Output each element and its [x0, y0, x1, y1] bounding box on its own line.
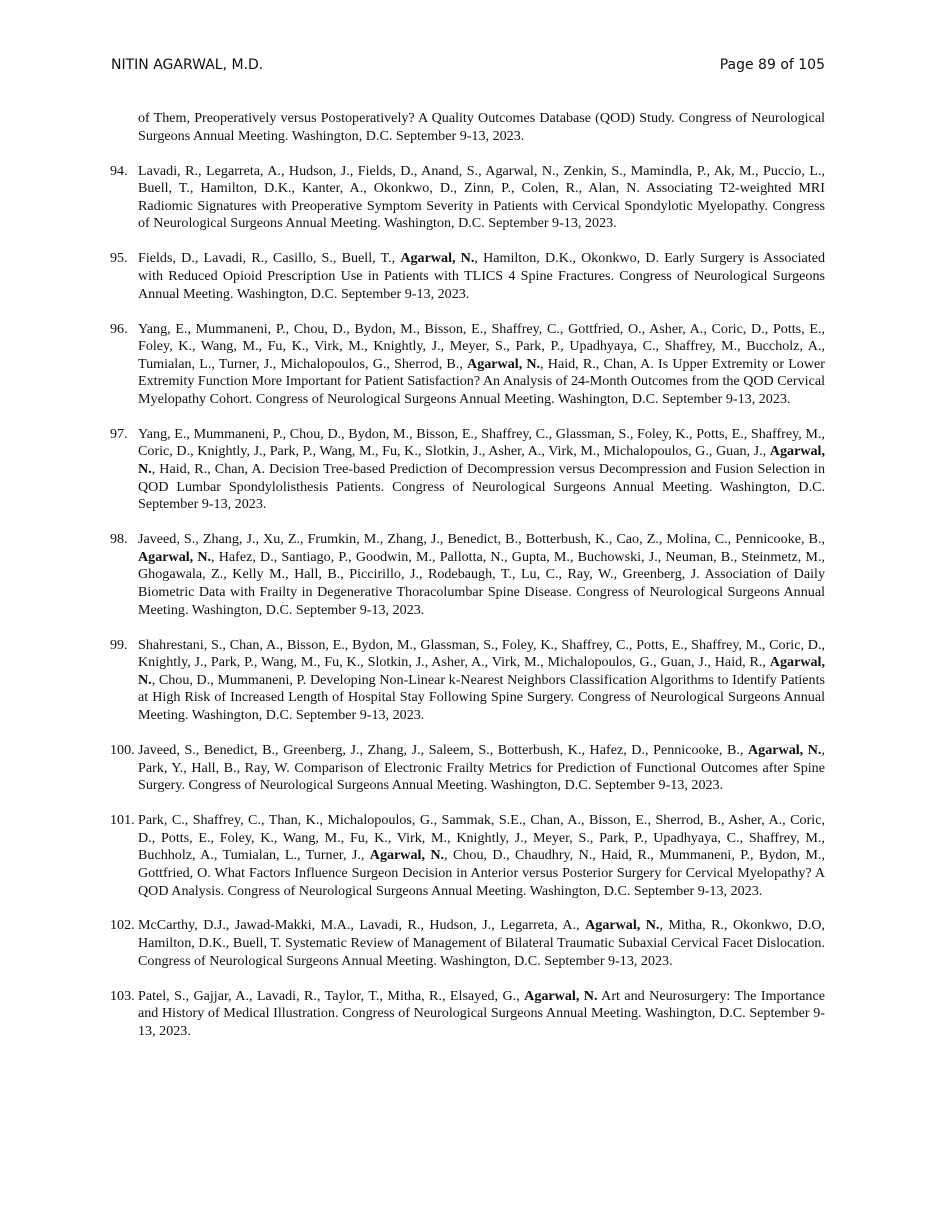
entry-number: 94. [110, 162, 128, 179]
entry-number: 99. [110, 636, 128, 653]
highlighted-author: Agarwal, N. [138, 548, 212, 565]
entry-authors-text: Patel, S., Gajjar, A., Lavadi, R., Taylor, T., Mitha, R., Elsayed, G., [138, 987, 525, 1004]
publication-entry [110, 637, 825, 725]
publication-entry [110, 426, 825, 514]
highlighted-author: Agarwal, N. [747, 741, 822, 758]
entry-authors-text: Yang, E., Mummaneni, P., Chou, D., Bydon, M., Bisson, E., Shaffrey, C., Glassman, S., Foley, K., Potts, E., Shaffrey, M., Coric, D., Knightly, J., Park, P., Wang, M., Fu, K., Slotkin, J., Asher, A., Virk, M., Michalopoulos, G., Guan, J., [138, 425, 825, 460]
highlighted-author: Agarwal, N. [524, 987, 598, 1004]
entry-number: 102. [110, 917, 135, 934]
entry-authors-text: Lavadi, R., Legarreta, A., Hudson, J., Fields, D., Anand, S., Agarwal, N., Zenkin, S., Mamindla, P., Ak, M., Puccio, L., Buell, T., Hamilton, D.K., Kanter, A., Okonkwo, D., Zinn, P., Colen, R., Alan, N. Associating T2-weighted MRI Radiomic Signatures with Preoperative Symptom Severity in Patients with Cervical Spondylotic Myelopathy. Congress of Neurological Surgeons Annual Meeting. Washington, D.C. September 9-13, 2023. [138, 162, 825, 232]
entry-number: 103. [110, 987, 135, 1004]
highlighted-author: Agarwal, N. [369, 847, 445, 864]
page-number: Page 89 of 105 [719, 57, 825, 73]
entry-authors-text: Javeed, S., Zhang, J., Xu, Z., Frumkin, M., Zhang, J., Benedict, B., Botterbush, K., Cao, Z., Molina, C., Pennicooke, B., [138, 531, 825, 548]
entry-title-text: , Mitha, R., Okonkwo, D.O, Hamilton, D.K., Buell, T. Systematic Review of Management of Bilateral Traumatic Subaxial Cervical Facet Dislocation. Congress of Neurological Surgeons Annual Meeting. Washington, D.C. September 9-13, 2023. [138, 917, 825, 969]
entry-authors-text: McCarthy, D.J., Jawad-Makki, M.A., Lavadi, R., Hudson, J., Legarreta, A., [138, 917, 586, 934]
entries-container [110, 163, 825, 1041]
publication-entry [110, 321, 825, 409]
entry-authors-text: Shahrestani, S., Chan, A., Bisson, E., Bydon, M., Glassman, S., Foley, K., Shaffrey, C., Potts, E., Shaffrey, M., Coric, D., Knightly, J., Park, P., Wang, M., Fu, K., Slotkin, J., Asher, A., Virk, M., Michalopoulos, G., Guan, J., Haid, R., [138, 636, 825, 671]
publication-entry [110, 742, 825, 795]
entry-title-text: Art and Neurosurgery: The Importance and History of Medical Illustration. Congress of Neurological Surgeons Annual Meeting. Washington, D.C. September 9-13, 2023. [138, 987, 825, 1039]
entry-number: 98. [110, 531, 128, 548]
entry-number: 95. [110, 250, 128, 267]
publication-entry [110, 250, 825, 303]
entry-number: 97. [110, 425, 128, 442]
entry-number: 101. [110, 812, 135, 829]
continuation-text: of Them, Preoperatively versus Postoperatively? A Quality Outcomes Database (QOD) Study. Congress of Neurological Surgeons Annual Meeting. Washington, D.C. September 9-13, 2023. [138, 110, 825, 144]
publication-entry [110, 988, 825, 1041]
entry-title-text: , Haid, R., Chan, A. Is Upper Extremity or Lower Extremity Function More Important for Patient Satisfaction? An Analysis of 24-Month Outcomes from the QOD Cervical Myelopathy Cohort. Congress of Neurological Surgeons Annual Meeting. Washington, D.C. September 9-13, 2023. [138, 355, 825, 407]
page-header [111, 57, 825, 77]
entry-title-text: , Chou, D., Mummaneni, P. Developing Non-Linear k-Nearest Neighbors Classification Algorithms to Identify Patients at High Risk of Increased Length of Hospital Stay Following Spine Surgery. Congress of Neurological Surgeons Annual Meeting. Washington, D.C. September 9-13, 2023. [138, 671, 825, 723]
publication-entry [110, 917, 825, 970]
publication-entry [110, 812, 825, 900]
entry-authors-text: Fields, D., Lavadi, R., Casillo, S., Buell, T., [138, 250, 401, 267]
entry-authors-text: Yang, E., Mummaneni, P., Chou, D., Bydon, M., Bisson, E., Shaffrey, C., Gottfried, O., Asher, A., Coric, D., Potts, E., Foley, K., Wang, M., Fu, K., Virk, M., Knightly, J., Meyer, S., Park, P., Upadhyaya, C., Shaffrey, M., Buccholz, A., Tumialan, L., Turner, J., Michalopoulos, G., Sherrod, B., [138, 320, 825, 372]
entry-title-text: , Hafez, D., Santiago, P., Goodwin, M., Pallotta, N., Gupta, M., Buchowski, J., Neuman, B., Steinmetz, M., Ghogawala, Z., Kelly M., Hall, B., Piccirillo, J., Rodebaugh, T., Lu, C., Ray, W., Greenberg, J. Association of Daily Biometric Data with Frailty in Degenerative Thoracolumbar Spine Disease. Congress of Neurological Surgeons Annual Meeting. Washington, D.C. September 9-13, 2023. [138, 548, 825, 618]
entry-authors-text: Park, C., Shaffrey, C., Than, K., Michalopoulos, G., Sammak, S.E., Chan, A., Bisson, E., Sherrod, B., Asher, A., Coric, D., Potts, E., Foley, K., Wang, M., Fu, K., Virk, M., Knightly, J., Meyer, S., Park, P., Upadhyaya, C., Shaffrey, M., Buchholz, A., Tumialan, L., Turner, J., [138, 812, 825, 864]
highlighted-author: Agarwal, N. [585, 917, 660, 934]
entry-title-text: , Hamilton, D.K., Okonkwo, D. Early Surgery is Associated with Reduced Opioid Prescription Use in Patients with TLICS 4 Spine Fractures. Congress of Neurological Surgeons Annual Meeting. Washington, D.C. September 9-13, 2023. [138, 250, 826, 302]
author-name: NITIN AGARWAL, M.D. [111, 57, 264, 73]
publication-entry [110, 163, 825, 233]
publication-entry [110, 531, 825, 619]
entry-title-text: , Chou, D., Chaudhry, N., Haid, R., Mummaneni, P., Bydon, M., Gottfried, O. What Factors Influence Surgeon Decision in Anterior versus Posterior Surgery for Cervical Myelopathy? A QOD Analysis. Congress of Neurological Surgeons Annual Meeting. Washington, D.C. September 9-13, 2023. [138, 847, 826, 899]
entry-authors-text: Javeed, S., Benedict, B., Greenberg, J., Zhang, J., Saleem, S., Botterbush, K., Hafez, D., Pennicooke, B., [138, 741, 748, 758]
entry-title-text: , Park, Y., Hall, B., Ray, W. Comparison of Electronic Frailty Metrics for Prediction of Functional Outcomes after Spine Surgery. Congress of Neurological Surgeons Annual Meeting. Washington, D.C. September 9-13, 2023. [138, 741, 825, 794]
highlighted-author: Agarwal, N. [467, 355, 541, 372]
publication-list [110, 110, 825, 1058]
highlighted-author: Agarwal, N. [138, 443, 825, 478]
highlighted-author: Agarwal, N. [400, 250, 475, 267]
highlighted-author: Agarwal, N. [138, 654, 825, 688]
entry-number: 96. [110, 320, 128, 337]
entry-number: 100. [110, 741, 135, 758]
entry-title-text: , Haid, R., Chan, A. Decision Tree-based Prediction of Decompression versus Decompression and Fusion Selection in QOD Lumbar Spondylolisthesis Patients. Congress of Neurological Surgeons Annual Meeting. Washington, D.C. September 9-13, 2023. [138, 461, 825, 513]
